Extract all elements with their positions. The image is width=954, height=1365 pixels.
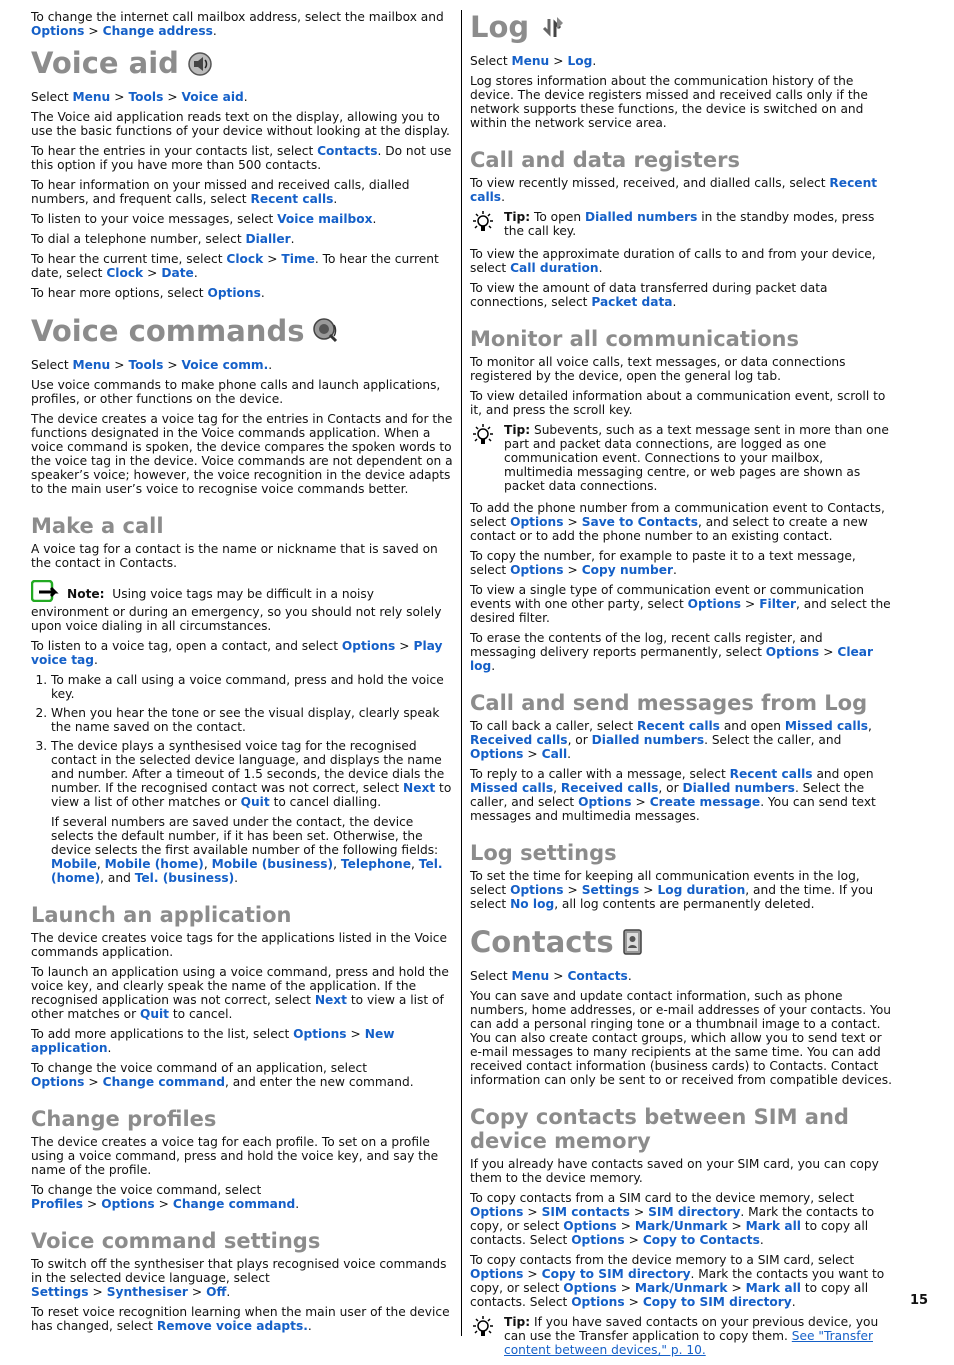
column-divider <box>461 10 462 1336</box>
voice-aid-p7: To hear more options, select Options. <box>31 286 265 300</box>
log-settings-heading: Log settings <box>470 841 617 865</box>
menu-change-address: Change address <box>102 24 213 38</box>
list-item: 2. When you hear the tone or see the visual display, clearly speak the name saved on the contact. <box>51 706 453 734</box>
voice-command-icon <box>312 317 340 352</box>
make-call-steps <box>31 673 453 885</box>
registers-heading: Call and data registers <box>470 148 740 172</box>
launch-app-p4: To change the voice command of an application, select Options > Change command, and enter the new command. <box>31 1061 414 1089</box>
make-call-note: Note: Using voice tags may be difficult in a noisy environment or during an emergency, so you should not rely solely upon voice dialing in all circumstances. <box>31 580 453 633</box>
voice-commands-p2: The device creates a voice tag for the entries in Contacts and for the functions designated in the Voice commands application. When a voice command is spoken, the device compares the spoken words to the voice tag in the device. Voice commands are not dependent on a speaker’s voice; however, the voice recognition in the device adapts to the main user’s voice to recognise voice commands better. <box>31 412 453 496</box>
step3-continuation: If several numbers are saved under the contact, the device selects the default number, if it has been set. Otherwise, the device selects the first available number of the following fields: Mobile, Mobile (home), Mobile (business), Telephone, Tel. (home), and Tel. (business). <box>51 815 443 885</box>
voice-aid-p1: The Voice aid application reads text on the display, allowing you to use the basic functions of your device without looking at the display. <box>31 110 450 138</box>
monitor-heading: Monitor all communications <box>470 327 799 351</box>
make-call-p2: To listen to a voice tag, open a contact, and select Options > Play voice tag. <box>31 639 443 667</box>
make-call-heading: Make a call <box>31 514 164 538</box>
contacts-path: Select Menu > Contacts. <box>470 969 632 983</box>
tip-icon <box>470 210 498 239</box>
log-settings-p1: To set the time for keeping all communication events in the log, select Options > Settings > Log duration, and the time. If you select No log, all log contents are permanently deleted. <box>470 869 874 911</box>
menu-options: Options <box>31 24 85 38</box>
registers-p3: To view the amount of data transferred during packet data connections, select Packet data. <box>470 281 828 309</box>
list-item: 1. To make a call using a voice command, press and hold the voice key. <box>51 673 453 701</box>
voice-aid-path: Select Menu > Tools > Voice aid. <box>31 90 248 104</box>
monitor-p5: To view a single type of communication event or communication events with one other party, select Options > Filter, and select the desired filter. <box>470 583 891 625</box>
vc-settings-heading: Voice command settings <box>31 1229 321 1253</box>
registers-tip: Tip: To open Dialled numbers in the standby modes, press the call key. <box>470 210 892 239</box>
monitor-p6: To erase the contents of the log, recent calls register, and messaging delivery reports permanently, select Options > Clear log. <box>470 631 874 673</box>
monitor-p1: To monitor all voice calls, text messages, or data connections registered by the device, open the general log tab. <box>470 355 846 383</box>
make-call-p1: A voice tag for a contact is the name or nickname that is saved on the contact in Contacts. <box>31 542 438 570</box>
registers-p1: To view recently missed, received, and dialled calls, select Recent calls. <box>470 176 878 204</box>
monitor-p4: To copy the number, for example to paste it to a text message, select Options > Copy number. <box>470 549 856 577</box>
change-profiles-heading: Change profiles <box>31 1107 217 1131</box>
voice-aid-heading: Voice aid <box>31 46 453 84</box>
call-send-p2: To reply to a caller with a message, select Recent calls and open Missed calls, Received calls, or Dialled numbers. Select the caller, and select Options > Create message. You can send text messages and multimedia messages. <box>470 767 876 823</box>
voice-aid-p6: To hear the current time, select Clock > Time. To hear the current date, select Clock > Date. <box>31 252 439 280</box>
tip-icon <box>470 423 498 493</box>
transfer-content-link[interactable]: See "Transfer content between devices," p. 10. <box>504 1329 873 1357</box>
right-column <box>470 10 892 1365</box>
voice-commands-p1: Use voice commands to make phone calls and launch applications, profiles, or other functions on the device. <box>31 378 441 406</box>
log-icon <box>537 14 567 48</box>
note-icon <box>31 580 67 605</box>
contacts-p1: You can save and update contact information, such as phone numbers, home addresses, or e-mail addresses of your contacts. You can add a personal ringing tone or a thumbnail image to a contact. You can also create contact groups, which allow you to send text or e-mail messages to many recipients at the same time. You can add received contact information (business cards) to Contacts. Contact information can only be sent to or received from compatible devices. <box>470 989 892 1087</box>
intro-paragraph: To change the internet call mailbox address, select the mailbox and Options > Change address. <box>31 10 444 38</box>
page-number: 15 <box>910 1293 929 1308</box>
speaker-icon <box>187 50 213 84</box>
registers-p2: To view the approximate duration of calls to and from your device, select Call duration. <box>470 247 876 275</box>
vc-settings-p1: To switch off the synthesiser that plays recognised voice commands in the selected device language, select Settings > Synthesiser > Off. <box>31 1257 447 1299</box>
left-column <box>31 10 453 1339</box>
copy-contacts-p2: To copy contacts from a SIM card to the device memory, select Options > SIM contacts > SIM directory. Mark the contacts to copy, or select Options > Mark/Unmark > Mark all to copy all contacts. Select Options > Copy to Contacts. <box>470 1191 875 1247</box>
log-p1: Log stores information about the communication history of the device. The device registers missed and received calls only if the network supports these functions, the device is switched on and within the network service area. <box>470 74 868 130</box>
vc-settings-p2: To reset voice recognition learning when the main user of the device has changed, select Remove voice adapts.. <box>31 1305 450 1333</box>
copy-contacts-heading: Copy contacts between SIM and device memory <box>470 1105 849 1153</box>
log-heading: Log <box>470 10 892 48</box>
voice-aid-p2: To hear the entries in your contacts list, select Contacts. Do not use this option if you have more than 500 contacts. <box>31 144 452 172</box>
list-item: 3. The device plays a synthesised voice tag for the recognised contact in the selected device language, and displays the name and number. After a timeout of 1.5 seconds, the device dials the number. If the recognised contact was not correct, select Next to view a list of other matches or Quit to cancel dialling. If several numbers are saved under the contact, the device selects the default number, if it has been set. Otherwise, the device selects the first available number of the following fields: Mobile, Mobile (home), Mobile (business), Telephone, Tel. (home), and Tel. (business). <box>51 739 453 885</box>
copy-contacts-p3: To copy contacts from the device memory to a SIM card, select Options > Copy to SIM directory. Mark the contacts you want to copy, or select Options > Mark/Unmark > Mark all to copy all contacts. Select Options > Copy to SIM directory. <box>470 1253 885 1309</box>
launch-app-p2: To launch an application using a voice command, press and hold the voice key, and clearly speak the name of the application. If the recognised application was not correct, select Next to view a list of other matches or Quit to cancel. <box>31 965 449 1021</box>
voice-aid-p4: To listen to your voice messages, select Voice mailbox. <box>31 212 377 226</box>
contacts-icon <box>622 928 644 963</box>
voice-aid-p5: To dial a telephone number, select Dialler. <box>31 232 295 246</box>
voice-aid-p3: To hear information on your missed and received calls, dialled numbers, and frequent calls, select Recent calls. <box>31 178 410 206</box>
voice-commands-path: Select Menu > Tools > Voice comm.. <box>31 358 273 372</box>
launch-app-heading: Launch an application <box>31 903 292 927</box>
monitor-p2: To view detailed information about a communication event, scroll to it, and press the scroll key. <box>470 389 886 417</box>
log-path: Select Menu > Log. <box>470 54 597 68</box>
change-profiles-p2: To change the voice command, select Profiles > Options > Change command. <box>31 1183 300 1211</box>
copy-contacts-tip: Tip: If you have saved contacts on your previous device, you can use the Transfer application to copy them. See "Transfer content between devices," p. 10. <box>470 1315 892 1357</box>
launch-app-p1: The device creates voice tags for the applications listed in the Voice commands application. <box>31 931 447 959</box>
contacts-heading: Contacts <box>470 925 892 963</box>
copy-contacts-p1: If you already have contacts saved on your SIM card, you can copy them to the device memory. <box>470 1157 879 1185</box>
call-send-p1: To call back a caller, select Recent calls and open Missed calls, Received calls, or Dialled numbers. Select the caller, and Options > Call. <box>470 719 872 761</box>
voice-commands-heading: Voice commands <box>31 314 453 352</box>
launch-app-p3: To add more applications to the list, select Options > New application. <box>31 1027 395 1055</box>
monitor-p3: To add the phone number from a communication event to Contacts, select Options > Save to Contacts, and select to create a new contact or to add the phone number to an existing contact. <box>470 501 885 543</box>
monitor-tip: Tip: Subevents, such as a text message sent in more than one part and packet data connections, are logged as one communication event. Connections to your mailbox, multimedia messaging centre, or web pages are shown as packet data connections. <box>470 423 892 493</box>
change-profiles-p1: The device creates a voice tag for each profile. To set on a profile using a voice command, press and hold the voice key, and say the name of the profile. <box>31 1135 439 1177</box>
call-send-heading: Call and send messages from Log <box>470 691 868 715</box>
